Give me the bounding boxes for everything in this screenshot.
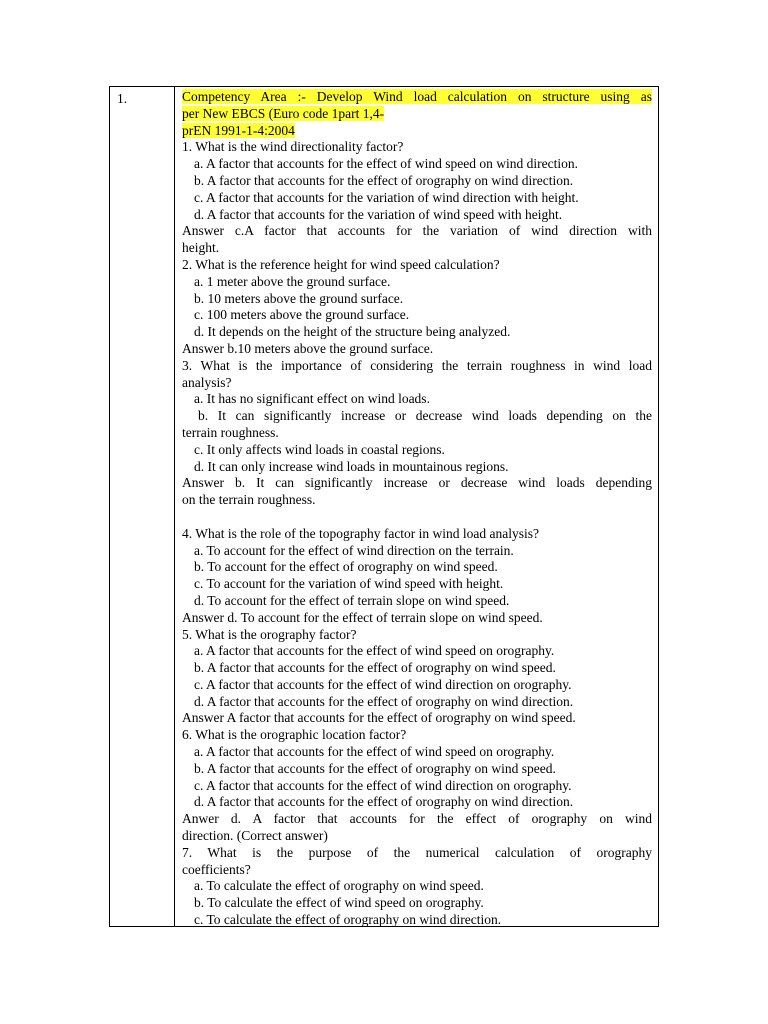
answer-option: a. It has no significant effect on wind loads. bbox=[194, 391, 430, 407]
question-text: analysis? bbox=[182, 374, 232, 390]
question-text: 4. What is the role of the topography factor in wind load analysis? bbox=[182, 525, 540, 541]
answer-option: c. A factor that accounts for the variation of wind direction with height. bbox=[194, 189, 579, 205]
answer-option: a. A factor that accounts for the effect of wind speed on orography. bbox=[194, 643, 555, 659]
answer-line: Answer b. It can significantly increase or decrease wind loads depending bbox=[182, 475, 652, 491]
question-text: coefficients? bbox=[182, 861, 251, 877]
answer-option: b. To account for the effect of orography on wind speed. bbox=[194, 559, 498, 575]
answer-line: height. bbox=[182, 240, 220, 256]
answer-option: c. To calculate the effect of orography on wind direction. bbox=[194, 912, 502, 928]
answer-option: a. A factor that accounts for the effect of wind speed on wind direction. bbox=[194, 156, 578, 172]
answer-line: direction. (Correct answer) bbox=[182, 828, 328, 844]
answer-option: a. To account for the effect of wind direction on the terrain. bbox=[194, 542, 514, 558]
answer-option: c. A factor that accounts for the effect of wind direction on orography. bbox=[194, 777, 572, 793]
answer-option: b. 10 meters above the ground surface. bbox=[194, 290, 404, 306]
answer-option: d. To account for the effect of terrain slope on wind speed. bbox=[194, 592, 510, 608]
answer-option: c. A factor that accounts for the effect of wind direction on orography. bbox=[194, 676, 572, 692]
answer-option: b. To calculate the effect of wind speed on orography. bbox=[194, 895, 484, 911]
row-number-cell bbox=[110, 87, 175, 926]
answer-line: Answer b.10 meters above the ground surface. bbox=[182, 340, 434, 356]
answer-option: c. It only affects wind loads in coastal regions. bbox=[194, 441, 445, 457]
answer-line: Anwer d. A factor that accounts for the effect of orography on wind bbox=[182, 811, 652, 827]
answer-option: d. A factor that accounts for the effect of orography on wind direction. bbox=[194, 794, 574, 810]
answer-option: c. 100 meters above the ground surface. bbox=[194, 307, 410, 323]
competency-heading-line: per New EBCS (Euro code 1part 1,4- bbox=[182, 105, 385, 121]
row-number: 1. bbox=[117, 91, 128, 106]
blank-line bbox=[182, 509, 652, 526]
question-text: 1. What is the wind directionality factor? bbox=[182, 139, 404, 155]
answer-option: b. It can significantly increase or decrease wind loads depending on the bbox=[198, 408, 652, 424]
answer-line: Answer A factor that accounts for the effect of orography on wind speed. bbox=[182, 710, 576, 726]
answer-line: on the terrain roughness. bbox=[182, 492, 316, 508]
answer-option: d. It depends on the height of the structure being analyzed. bbox=[194, 324, 511, 340]
answer-option: b. A factor that accounts for the effect of orography on wind speed. bbox=[194, 760, 556, 776]
answer-option: d. A factor that accounts for the effect of orography on wind direction. bbox=[194, 693, 574, 709]
answer-option: terrain roughness. bbox=[182, 424, 279, 440]
answer-option: b. A factor that accounts for the effect of orography on wind direction. bbox=[194, 172, 574, 188]
answer-line: Answer d. To account for the effect of terrain slope on wind speed. bbox=[182, 609, 543, 625]
question-table bbox=[109, 86, 659, 927]
question-content-cell bbox=[182, 89, 652, 929]
answer-option: b. A factor that accounts for the effect of orography on wind speed. bbox=[194, 660, 556, 676]
answer-option: c. To account for the variation of wind speed with height. bbox=[194, 576, 504, 592]
answer-option: a. To calculate the effect of orography on wind speed. bbox=[194, 878, 484, 894]
question-text: 6. What is the orographic location factor? bbox=[182, 727, 407, 743]
answer-option: a. 1 meter above the ground surface. bbox=[194, 273, 391, 289]
answer-option: d. A factor that accounts for the variation of wind speed with height. bbox=[194, 206, 563, 222]
competency-heading-line: Competency Area :- Develop Wind load calculation on structure using as bbox=[182, 89, 652, 104]
question-text: 5. What is the orography factor? bbox=[182, 626, 357, 642]
answer-option: a. A factor that accounts for the effect of wind speed on orography. bbox=[194, 744, 555, 760]
question-text: 2. What is the reference height for wind speed calculation? bbox=[182, 256, 500, 272]
question-text: 3. What is the importance of considering the terrain roughness in wind load bbox=[182, 357, 652, 373]
answer-option: d. It can only increase wind loads in mountainous regions. bbox=[194, 458, 509, 474]
competency-heading-line: prEN 1991-1-4:2004 bbox=[182, 122, 295, 138]
answer-line: Answer c.A factor that accounts for the variation of wind direction with bbox=[182, 223, 652, 239]
question-text: 7. What is the purpose of the numerical calculation of orography bbox=[182, 844, 652, 860]
